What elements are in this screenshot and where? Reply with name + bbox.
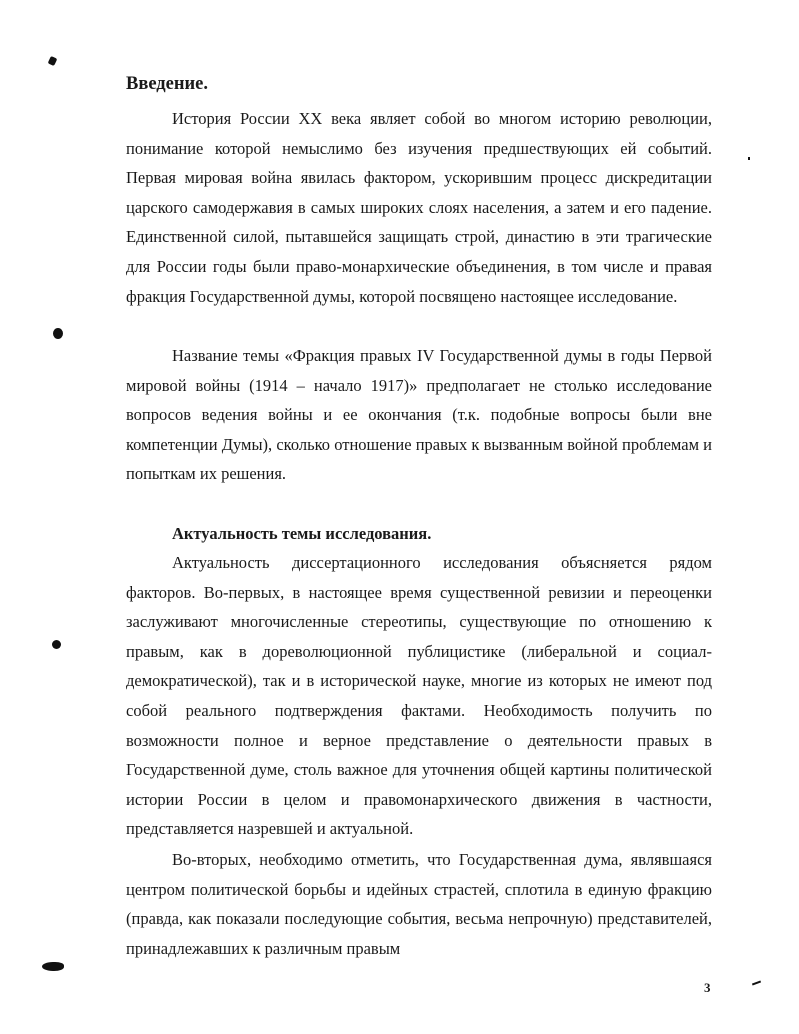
- scan-mark-top: [48, 56, 58, 66]
- scan-mark-bottom: [42, 962, 64, 971]
- scan-mark-right-dot: [748, 157, 750, 160]
- section-paragraph-1: Актуальность диссертационного исследования объясняется рядом факторов. Во-первых, в настоящее время существенной ревизии и переоценки заслуживают многочисленные стереотипы, существующие по отношению к правым, как в дореволюционной публицистике (либеральной и социал-демократической), так и в исторической науке, многие из которых не имеют под собой реального подтверждения фактами. Необходимость получить по возможности полное и верное представление о деятельности правых в Государственной думе, столь важное для уточнения общей картины политической истории России в целом и правомонархического движения в частности, представляется назревшей и актуальной.: [126, 553, 712, 839]
- page-title: Введение.: [126, 74, 209, 94]
- intro-paragraph-2: Название темы «Фракция правых IV Государственной думы в годы Первой мировой войны (1914 – начало 1917)» предполагает не столько исследование вопросов ведения войны и ее окончания (т.к. подобные вопросы были вне компетенции Думы), сколько отношение правых к вызванным войной проблемам и попыткам их решения.: [126, 346, 712, 484]
- section-paragraph-2: Во-вторых, необходимо отметить, что Государственная дума, являвшаяся центром политической борьбы и идейных страстей, сплотила в единую фракцию (правда, как показали последующие события, весьма непрочную) представителей, принадлежавших к различным правым: [126, 850, 712, 958]
- scan-mark-right-dash: [752, 981, 761, 986]
- intro-paragraph-1: История России XX века являет собой во многом историю революции, понимание которой немыслимо без изучения предшествующих ей событий. Первая мировая война явилась фактором, ускорившим процесс дискредитации царского самодержавия в самых широких слоях населения, а затем и его падение. Единственной силой, пытавшейся защищать строй, династию в эти трагические для России годы были право-монархические объединения, в том числе и правая фракция Государственной думы, которой посвящено настоящее исследование.: [126, 109, 712, 306]
- scan-mark-hole-1: [53, 328, 63, 339]
- page-number: 3: [704, 980, 711, 995]
- section-heading: Актуальность темы исследования.: [172, 524, 432, 543]
- scan-mark-hole-2: [52, 640, 61, 649]
